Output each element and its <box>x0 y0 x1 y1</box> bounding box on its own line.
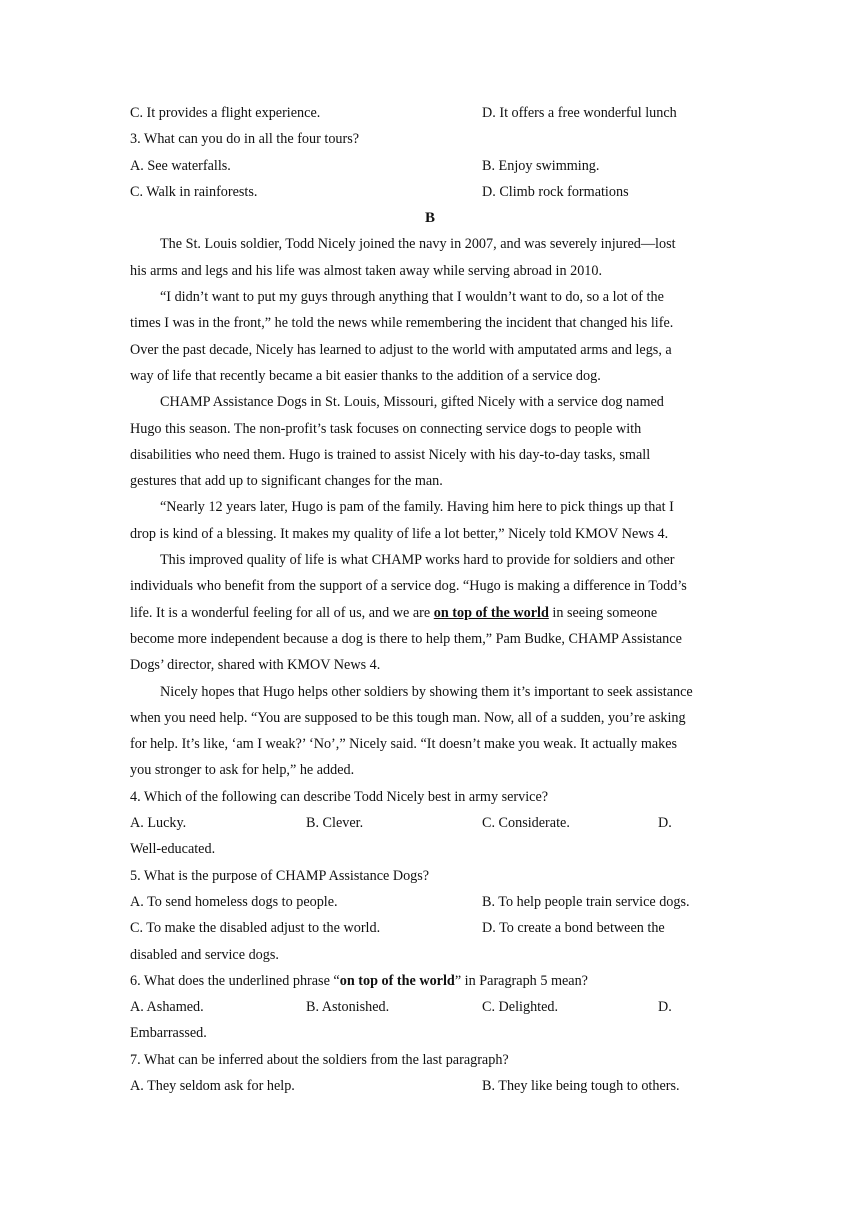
paragraph-line: CHAMP Assistance Dogs in St. Louis, Missouri, gifted Nicely with a service dog named <box>160 394 664 411</box>
paragraph-line: become more independent because a dog is there to help them,” Pam Budke, CHAMP Assistance <box>130 630 682 647</box>
q5-option-c[interactable]: C. To make the disabled adjust to the world. <box>130 920 381 937</box>
passage-paragraph-5 <box>130 547 730 678</box>
underlined-phrase: on top of the world <box>433 604 549 621</box>
q4-stem: 4. Which of the following can describe Todd Nicely best in army service? <box>130 788 549 805</box>
q7-option-b[interactable]: B. They like being tough to others. <box>482 1077 680 1094</box>
q3-option-a[interactable]: A. See waterfalls. <box>130 157 231 174</box>
passage-paragraph-2 <box>130 284 730 389</box>
paragraph-line: times I was in the front,” he told the news while remembering the incident that changed his life. <box>130 315 674 332</box>
q4-option-c[interactable]: C. Considerate. <box>482 815 570 832</box>
q4-options-row <box>130 810 730 836</box>
q3-options-row-2 <box>130 179 730 205</box>
paragraph-line: Nicely hopes that Hugo helps other soldiers by showing them it’s important to seek assistance <box>160 683 693 700</box>
paragraph-line: Over the past decade, Nicely has learned to adjust to the world with amputated arms and legs, a <box>130 341 672 358</box>
q5-option-d-wrap: disabled and service dogs. <box>130 946 279 963</box>
q6-options-row <box>130 994 730 1020</box>
paragraph-line: for help. It’s like, ‘am I weak?’ ‘No’,” Nicely said. “It doesn’t make you weak. It actually makes <box>130 736 678 753</box>
q3-option-d[interactable]: D. Climb rock formations <box>482 183 629 200</box>
paragraph-line: gestures that add up to significant changes for the man. <box>130 473 443 490</box>
paragraph-line: you stronger to ask for help,” he added. <box>130 762 355 779</box>
q6-option-c[interactable]: C. Delighted. <box>482 999 559 1016</box>
q6-stem <box>130 968 730 994</box>
q2-option-d[interactable]: D. It offers a free wonderful lunch <box>482 105 677 121</box>
paragraph-line: way of life that recently became a bit easier thanks to the addition of a service dog. <box>130 367 601 384</box>
section-title: B <box>424 210 435 227</box>
passage-paragraph-1 <box>130 231 730 284</box>
q6-stem-phrase: on top of the world <box>339 972 455 989</box>
paragraph-line: This improved quality of life is what CHAMP works hard to provide for soldiers and other <box>160 552 675 569</box>
paragraph-line: his arms and legs and his life was almost taken away while serving abroad in 2010. <box>130 262 603 279</box>
q5-stem: 5. What is the purpose of CHAMP Assistance Dogs? <box>130 867 430 884</box>
q6-stem-text: ” in Paragraph 5 mean? <box>454 972 588 989</box>
paragraph-line: “Nearly 12 years later, Hugo is pam of the family. Having him here to pick things up that I <box>160 499 674 516</box>
q6-option-d-wrap: Embarrassed. <box>130 1025 207 1042</box>
paragraph-line: The St. Louis soldier, Todd Nicely joined the navy in 2007, and was severely injured—lost <box>160 236 676 253</box>
paragraph-line: “I didn’t want to put my guys through anything that I wouldn’t want to do, so a lot of the <box>160 289 664 306</box>
paragraph-line <box>130 600 730 626</box>
q7-option-a[interactable]: A. They seldom ask for help. <box>130 1077 295 1094</box>
q5-options-row-2 <box>130 915 730 941</box>
passage-paragraph-6 <box>130 679 730 784</box>
q5-options-row-1 <box>130 889 730 915</box>
q7-options-row-1 <box>130 1073 730 1099</box>
q6-option-d[interactable]: D. <box>658 999 672 1016</box>
paragraph-line: Hugo this season. The non-profit’s task focuses on connecting service dogs to people with <box>130 420 642 437</box>
paragraph-line: Dogs’ director, shared with KMOV News 4. <box>130 657 381 674</box>
paragraph-line: disabilities who need them. Hugo is trained to assist Nicely with his day-to-day tasks, small <box>130 446 651 463</box>
q4-option-d[interactable]: D. <box>658 815 672 832</box>
q4-option-b[interactable]: B. Clever. <box>306 815 364 832</box>
q2-options-row-2 <box>130 100 730 126</box>
paragraph-line: when you need help. “You are supposed to be this tough man. Now, all of a sudden, you’re asking <box>130 709 686 726</box>
q2-option-c[interactable]: C. It provides a flight experience. <box>130 105 321 121</box>
q3-option-b[interactable]: B. Enjoy swimming. <box>482 157 600 174</box>
q4-option-d-wrap: Well-educated. <box>130 841 216 858</box>
q7-stem: 7. What can be inferred about the soldiers from the last paragraph? <box>130 1051 509 1068</box>
q6-stem-text: 6. What does the underlined phrase “ <box>130 972 340 989</box>
paragraph-line: drop is kind of a blessing. It makes my quality of life a lot better,” Nicely told KMOV News 4. <box>130 525 669 542</box>
paragraph-text: life. It is a wonderful feeling for all of us, and we are <box>130 604 434 621</box>
q5-option-d[interactable]: D. To create a bond between the <box>482 920 665 937</box>
q5-option-b[interactable]: B. To help people train service dogs. <box>482 893 690 910</box>
q6-option-b[interactable]: B. Astonished. <box>306 999 390 1016</box>
q3-options-row-1 <box>130 153 730 179</box>
passage-paragraph-3 <box>130 389 730 494</box>
q3-stem: 3. What can you do in all the four tours? <box>130 131 360 148</box>
q5-option-a[interactable]: A. To send homeless dogs to people. <box>130 893 338 910</box>
q3-option-c[interactable]: C. Walk in rainforests. <box>130 183 258 200</box>
passage-paragraph-4 <box>130 494 730 547</box>
q4-option-a[interactable]: A. Lucky. <box>130 815 187 832</box>
paragraph-text: in seeing someone <box>548 604 658 621</box>
paragraph-line: individuals who benefit from the support of a service dog. “Hugo is making a difference in Todd’s <box>130 578 687 595</box>
q6-option-a[interactable]: A. Ashamed. <box>130 999 204 1016</box>
document-page <box>130 100 730 1099</box>
